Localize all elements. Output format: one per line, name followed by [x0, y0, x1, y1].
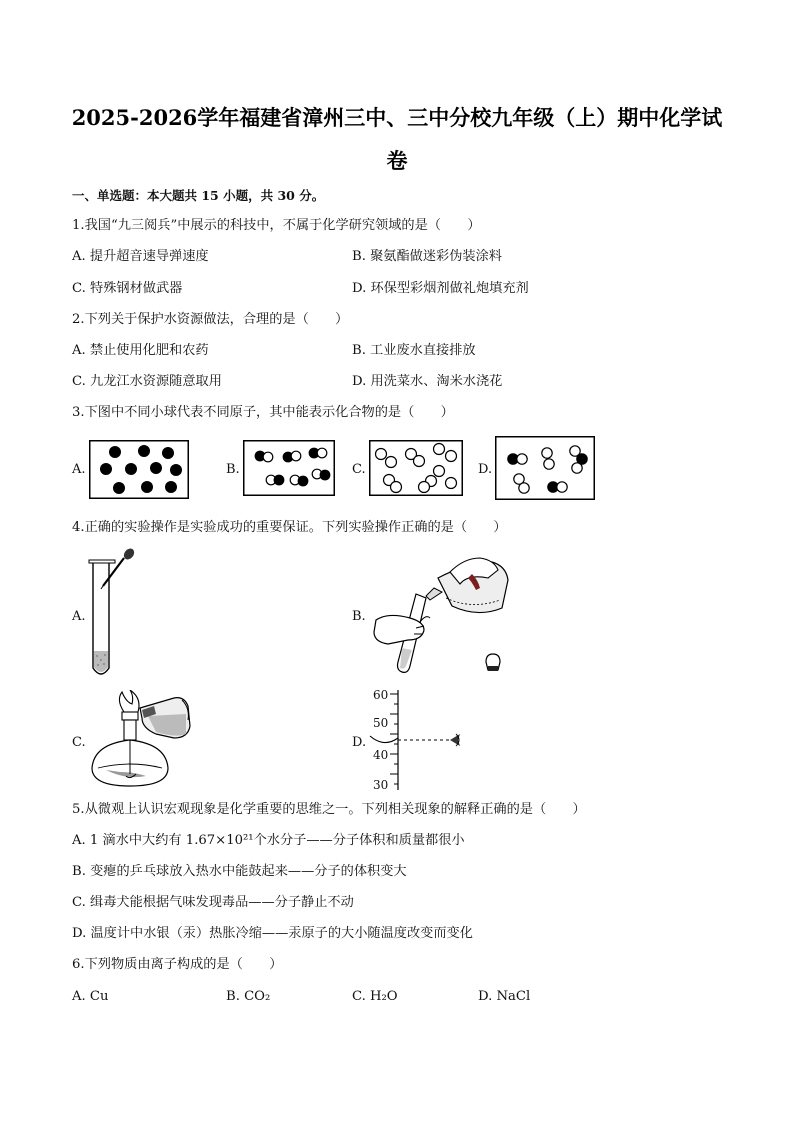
molecule-box-d: [495, 436, 595, 500]
question-4-option-c-label: C.: [72, 735, 86, 750]
question-3-option-d-label: D.: [478, 462, 493, 477]
question-5-stem: 5.从微观上认识宏观现象是化学重要的思维之一。下列相关现象的解释正确的是（ ）: [72, 802, 586, 817]
question-4-option-b-label: B.: [352, 609, 366, 624]
question-6-option-c: C. H₂O: [352, 989, 398, 1004]
dropper-test-tube-illustration: [86, 548, 146, 680]
section-heading: 一、单选题：本大题共 15 小题，共 30 分。: [72, 188, 325, 203]
question-5-option-c: C. 缉毒犬能根据气味发现毒品——分子静止不动: [72, 895, 354, 910]
question-2-option-a: A. 禁止使用化肥和农药: [72, 343, 209, 358]
question-5-option-a: A. 1 滴水中大约有 1.67×10²¹个水分子——分子体积和质量都很小: [72, 833, 465, 848]
question-4-stem: 4.正确的实验操作是实验成功的重要保证。下列实验操作正确的是（ ）: [72, 520, 507, 535]
question-1-option-a: A. 提升超音速导弹速度: [72, 249, 209, 264]
cylinder-tick-50: 50: [373, 716, 389, 730]
question-1-stem: 1.我国“九三阅兵”中展示的科技中，不属于化学研究领域的是（ ）: [72, 218, 481, 233]
molecule-box-b: [243, 440, 335, 496]
question-3-stem: 3.下图中不同小球代表不同原子，其中能表示化合物的是（ ）: [72, 405, 454, 420]
question-1-option-b: B. 聚氨酯做迷彩伪装涂料: [352, 249, 502, 264]
question-5-option-b: B. 变瘪的乒乓球放入热水中能鼓起来——分子的体积变大: [72, 864, 407, 879]
question-3-option-b-label: B.: [226, 462, 240, 477]
question-6-stem: 6.下列物质由离子构成的是（ ）: [72, 957, 283, 972]
question-2-option-d: D. 用洗菜水、淘米水浇花: [352, 374, 503, 389]
molecule-box-c: [369, 440, 463, 496]
question-1-option-c: C. 特殊钢材做武器: [72, 281, 183, 296]
pouring-liquid-illustration: [368, 548, 528, 680]
question-2-stem: 2.下列关于保护水资源做法，合理的是（ ）: [72, 312, 349, 327]
question-6-option-a: A. Cu: [72, 989, 109, 1004]
cylinder-tick-30: 30: [373, 778, 389, 792]
question-2-option-c: C. 九龙江水资源随意取用: [72, 374, 222, 389]
question-6-option-d: D. NaCl: [478, 989, 531, 1004]
question-4-option-d-label: D.: [352, 735, 367, 750]
question-4-option-a-label: A.: [72, 609, 86, 624]
question-3-option-a-label: A.: [72, 462, 86, 477]
question-5-option-d: D. 温度计中水银（汞）热胀冷缩——汞原子的大小随温度改变而变化: [72, 926, 473, 941]
cylinder-tick-40: 40: [373, 748, 389, 762]
alcohol-lamp-illustration: [86, 690, 196, 790]
question-6-option-b: B. CO₂: [226, 989, 271, 1004]
cylinder-tick-60: 60: [373, 688, 389, 702]
page-title-line1: 2025-2026学年福建省漳州三中、三中分校九年级（上）期中化学试: [71, 105, 723, 130]
question-1-option-d: D. 环保型彩烟剂做礼炮填充剂: [352, 281, 529, 296]
page-title-line2: 卷: [386, 148, 408, 173]
question-2-option-b: B. 工业废水直接排放: [352, 343, 476, 358]
molecule-box-a: [89, 440, 189, 499]
question-3-option-c-label: C.: [352, 462, 366, 477]
